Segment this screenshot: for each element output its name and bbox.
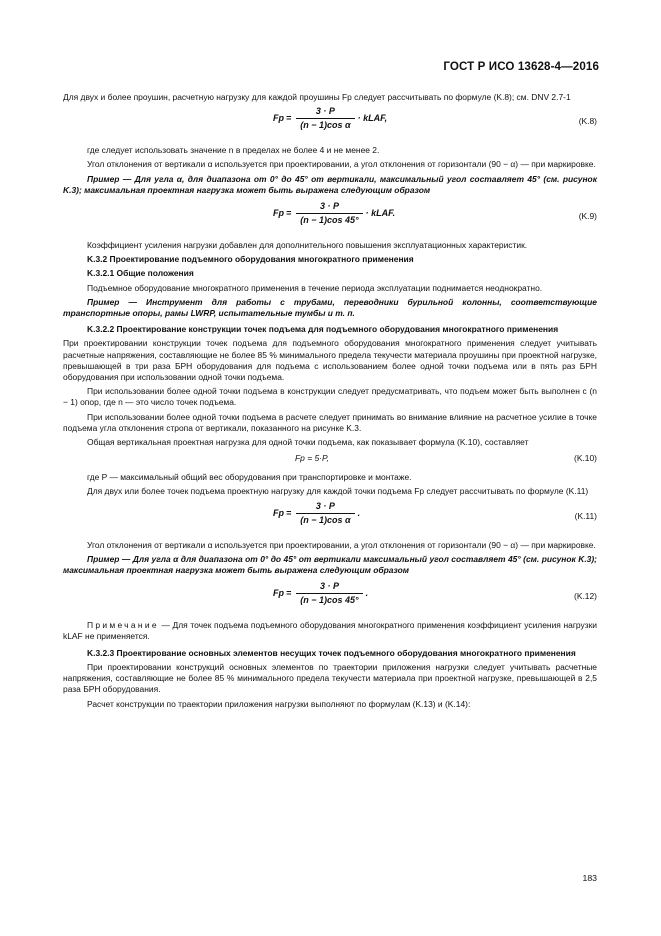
formula-expression [273, 106, 387, 131]
formula-expression [273, 501, 360, 526]
formula-line [63, 106, 597, 140]
page-number: 183 [582, 873, 597, 883]
formula-equals: = [286, 588, 292, 599]
formula-number: (K.11) [574, 510, 597, 521]
formula-denominator: (n − 1)cos 45° [296, 213, 362, 226]
paragraph: Коэффициент усиления нагрузки добавлен для дополнительного повышения эксплуатационных характеристик. [87, 240, 528, 251]
formula-expression [273, 201, 395, 226]
paragraph: При проектировании конструкции точек подъема для подъемного оборудования многократного применения следует учитывать расчетные напряжения, составляющие не более 85 % минимального предела текучести материала проушины при проектной нагрузке, превышающей в три раза БРН оборудования для подъема с использованием более одной точки подъема или в пять раз БРН оборудования при использовании одной точки подъема. [63, 338, 597, 383]
paragraph: Расчет конструкции по траектории приложения нагрузки выполняют по формулам (K.13) и (K.14): [87, 698, 471, 709]
formula-number: (K.9) [578, 211, 597, 222]
paragraph: При использовании более одной точки подъема в расчете следует принимать во внимание влияние на расчетное усилие в точке подъема угла отклонения стропа от вертикали, показанного на рисунке K.3. [63, 411, 597, 433]
formula-denominator: (n − 1)cos α [296, 118, 354, 131]
spacer [63, 710, 597, 713]
formula-tail: · kLAF, [357, 113, 388, 124]
formula-numerator: 3 · P [315, 106, 335, 117]
example-paragraph: Пример — Для угла α для диапазона от 0° до 45° от вертикали максимальный угол составляет 45° (см. рисунок K.3); максимальная проектная нагрузка может быть выражена следующим образом [63, 553, 597, 576]
formula-denominator: (n − 1)cos α [296, 513, 354, 526]
paragraph: Угол отклонения от вертикали α используется при проектировании, а угол отклонения от горизонтали (90 − α) — при маркировке. [87, 159, 596, 170]
paragraph: где P — максимальный общий вес оборудования при транспортировке и монтаже. [87, 472, 412, 483]
formula-number: (K.10) [574, 453, 597, 464]
formula-equals: = [286, 208, 292, 219]
paragraph: При использовании более одной точки подъема в конструкции следует предусматривать, что подъем может быть выполнен с (n − 1) опор, где n — это число точек подъема. [63, 386, 597, 408]
formula-tail: · kLAF. [365, 208, 396, 219]
paragraph: где следует использовать значение n в пределах не более 4 и не менее 2. [87, 145, 380, 156]
section-heading: K.3.2.1 Общие положения [87, 268, 194, 279]
formula-line [63, 501, 597, 535]
formula-fraction [296, 501, 354, 526]
formula-numerator: 3 · P [319, 581, 339, 592]
section-heading: K.3.2.3 Проектирование основных элементов несущих точек подъемного оборудования многократного применения [87, 647, 576, 658]
paragraph: Общая вертикальная проектная нагрузка для одной точки подъема, как показывает формула (K.10), составляет [87, 437, 529, 448]
example-paragraph: Пример — Инструмент для работы с трубами, переводники бурильной колонны, соответствующие транспортные опоры, рамы LWRP, испытательные тумбы и т. п. [63, 296, 597, 319]
document-body [63, 92, 597, 713]
note-text: — Для точек подъема подъемного оборудования многократного применения коэффициент усиления нагрузки kLAF не применяется. [63, 620, 597, 642]
formula-numerator: 3 · P [319, 201, 339, 212]
formula-lhs: Fp [273, 113, 284, 124]
formula-expression [273, 581, 368, 606]
formula-fraction [296, 201, 362, 226]
example-paragraph: Пример — Для угла α, для диапазона от 0° до 45° от вертикали, максимальный угол составляет 45° (см. рисунок K.3); максимальная проектная нагрузка может быть выражена следующим образом [63, 173, 597, 195]
document-header: ГОСТ Р ИСО 13628-4—2016 [443, 60, 599, 73]
formula-fraction [296, 581, 362, 606]
formula-lhs: Fp [273, 588, 284, 599]
formula-tail: . [365, 588, 369, 599]
formula-equals: = [286, 507, 292, 518]
formula-expression: Fp = 5·P, [295, 453, 329, 464]
formula-line [63, 201, 597, 235]
paragraph: Угол отклонения от вертикали α используется при проектировании, а угол отклонения от горизонтали (90 − α) — при маркировке. [87, 539, 596, 550]
formula-equals: = [286, 113, 292, 124]
note-label: Примечание [87, 620, 159, 631]
formula-number: (K.12) [574, 591, 597, 602]
formula-lhs: Fp [273, 208, 284, 219]
formula-number: (K.8) [578, 116, 597, 127]
formula-lhs: Fp [273, 507, 284, 518]
formula-fraction [296, 106, 354, 131]
formula-denominator: (n − 1)cos 45° [296, 593, 362, 606]
section-heading: K.3.2.2 Проектирование конструкции точек подъема для подъемного оборудования многократного применения [87, 324, 559, 335]
paragraph: Для двух и более проушин, расчетную нагрузку для каждой проушины Fp следует рассчитывать по формуле (K.8); см. DNV 2.7-1 [63, 92, 571, 102]
section-heading: K.3.2 Проектирование подъемного оборудования многократного применения [87, 254, 414, 265]
formula-numerator: 3 · P [315, 500, 335, 511]
formula-tail: . [357, 507, 361, 518]
formula-line [63, 581, 597, 615]
paragraph: Для двух или более точек подъема проектную нагрузку для каждой точки подъема Fp следует рассчитывать по формуле (K.11) [87, 486, 589, 497]
formula-line [63, 451, 597, 467]
paragraph: При проектировании конструкций основных элементов по траектории приложения нагрузки следует учитывать расчетные напряжения, составляющие не более 85 % минимального предела текучести материала при проектной нагрузке, превышающей в 2,5 раза БРН оборудования. [63, 661, 597, 695]
note-paragraph [63, 620, 597, 642]
paragraph: Подъемное оборудование многократного применения в течение периода эксплуатации поднимается неоднократно. [87, 282, 543, 293]
